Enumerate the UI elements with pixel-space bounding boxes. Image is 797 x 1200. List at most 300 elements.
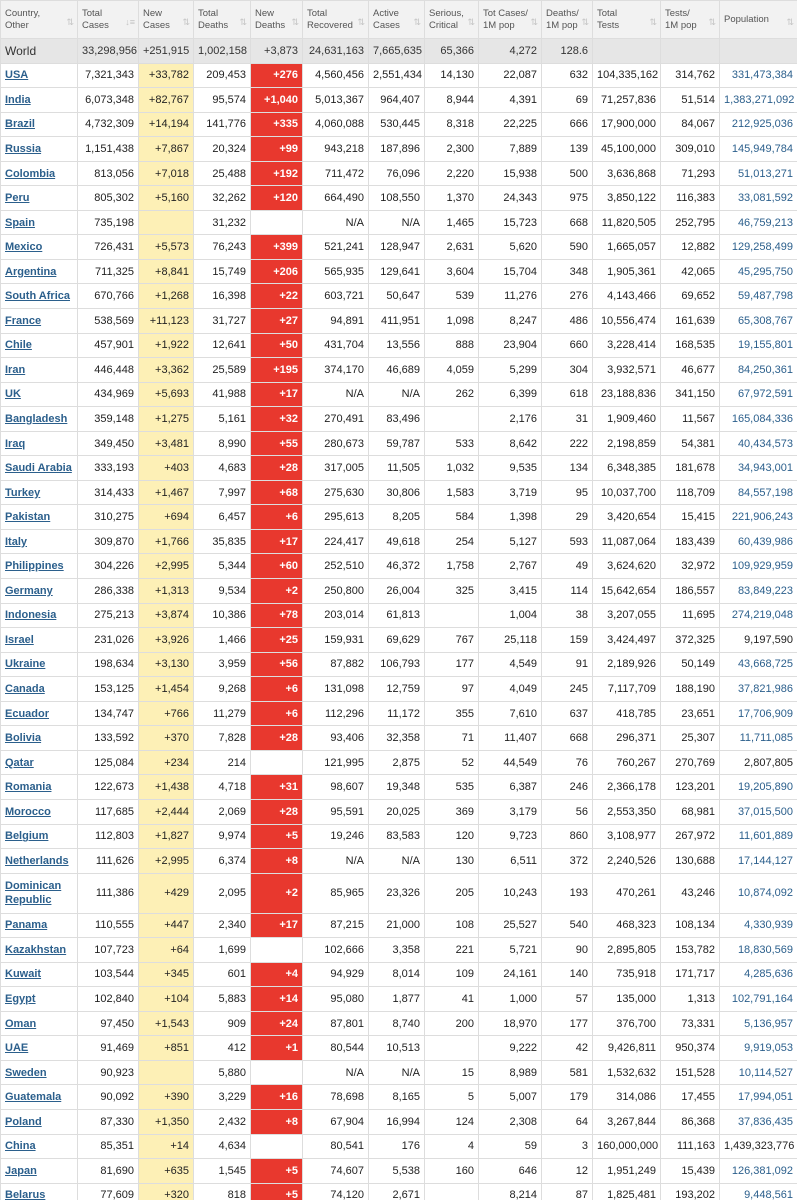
total-deaths-cell: 25,488	[194, 161, 251, 186]
country-link[interactable]: Sweden	[5, 1066, 47, 1079]
column-header-deaths-per-1m[interactable]	[542, 1, 593, 39]
total-recovered-cell: 603,721	[303, 284, 369, 309]
total-cases-cell: 304,226	[78, 554, 139, 579]
sort-icon[interactable]: ⇅	[649, 17, 657, 27]
tests-per-1m-cell: 17,455	[661, 1085, 720, 1110]
country-link[interactable]: South Africa	[5, 290, 70, 303]
serious-critical-cell: 8,944	[425, 88, 479, 113]
new-cases-cell: +234	[139, 750, 194, 775]
sort-icon[interactable]: ⇅	[786, 17, 794, 27]
cases-per-1m-cell: 1,004	[479, 603, 542, 628]
tests-per-1m-cell: 193,202	[661, 1183, 720, 1200]
country-link[interactable]: Iran	[5, 363, 26, 376]
total-deaths-cell: 214	[194, 750, 251, 775]
column-header-label: Tot Cases/ 1M pop	[483, 7, 528, 31]
country-link[interactable]: Israel	[5, 633, 34, 646]
new-cases-cell: +1,438	[139, 775, 194, 800]
country-link[interactable]: Spain	[5, 216, 35, 229]
sort-icon[interactable]: ⇅	[467, 17, 475, 27]
total-recovered-cell: N/A	[303, 210, 369, 235]
total-deaths-cell: 16,398	[194, 284, 251, 309]
country-link[interactable]: Oman	[5, 1017, 37, 1030]
total-deaths-cell: 11,279	[194, 701, 251, 726]
tests-per-1m-cell: 68,981	[661, 799, 720, 824]
table-row	[1, 161, 797, 186]
population-cell: 10,114,527	[720, 1060, 797, 1085]
country-link[interactable]: Russia	[5, 142, 42, 155]
column-header-label: Total Deaths	[198, 7, 229, 31]
total-cases-cell: 805,302	[78, 186, 139, 211]
column-header-cases-per-1m[interactable]	[479, 1, 542, 39]
total-tests-cell: 2,553,350	[593, 799, 661, 824]
deaths-per-1m-cell: 69	[542, 88, 593, 113]
serious-critical-cell: 355	[425, 701, 479, 726]
total-deaths-cell: 6,457	[194, 505, 251, 530]
new-deaths-cell: +68	[251, 480, 303, 505]
country-cell	[1, 186, 78, 211]
tests-per-1m-cell	[661, 39, 720, 64]
column-header-active-cases[interactable]	[369, 1, 425, 39]
total-recovered-cell: 19,246	[303, 824, 369, 849]
sort-icon[interactable]: ⇅	[357, 17, 365, 27]
serious-critical-cell: 109	[425, 962, 479, 987]
deaths-per-1m-cell: 76	[542, 750, 593, 775]
country-link[interactable]: Japan	[5, 1164, 37, 1177]
tests-per-1m-cell: 54,381	[661, 431, 720, 456]
total-cases-cell: 125,084	[78, 750, 139, 775]
total-tests-cell: 11,820,505	[593, 210, 661, 235]
new-deaths-cell: +6	[251, 677, 303, 702]
country-link[interactable]: Ecuador	[5, 707, 50, 720]
total-deaths-cell: 1,545	[194, 1159, 251, 1184]
population-cell: 9,919,053	[720, 1036, 797, 1061]
table-row	[1, 628, 797, 653]
population-cell: 9,448,561	[720, 1183, 797, 1200]
country-cell	[1, 913, 78, 938]
country-link[interactable]: Ukraine	[5, 658, 46, 671]
total-tests-cell: 2,198,859	[593, 431, 661, 456]
cases-per-1m-cell: 4,549	[479, 652, 542, 677]
total-deaths-cell: 2,432	[194, 1109, 251, 1134]
deaths-per-1m-cell: 179	[542, 1085, 593, 1110]
country-cell	[1, 701, 78, 726]
cases-per-1m-cell: 4,049	[479, 677, 542, 702]
population-cell: 65,308,767	[720, 309, 797, 334]
country-link[interactable]: Poland	[5, 1115, 42, 1128]
total-deaths-cell: 95,574	[194, 88, 251, 113]
deaths-per-1m-cell: 222	[542, 431, 593, 456]
total-recovered-cell: 250,800	[303, 579, 369, 604]
new-deaths-cell	[251, 210, 303, 235]
table-row	[1, 603, 797, 628]
total-tests-cell: 418,785	[593, 701, 661, 726]
active-cases-cell: N/A	[369, 849, 425, 874]
column-header-total-recovered[interactable]	[303, 1, 369, 39]
sort-icon[interactable]: ⇅	[708, 17, 716, 27]
new-cases-cell: +1,268	[139, 284, 194, 309]
total-tests-cell: 160,000,000	[593, 1134, 661, 1159]
country-link[interactable]: Kuwait	[5, 968, 42, 981]
total-tests-cell: 2,189,926	[593, 652, 661, 677]
country-link[interactable]: Belarus	[5, 1189, 46, 1200]
serious-critical-cell: 205	[425, 873, 479, 913]
total-cases-cell: 711,325	[78, 259, 139, 284]
country-link[interactable]: Chile	[5, 339, 32, 352]
total-cases-cell: 434,969	[78, 382, 139, 407]
total-cases-cell: 286,338	[78, 579, 139, 604]
deaths-per-1m-cell: 590	[542, 235, 593, 260]
country-link[interactable]: Netherlands	[5, 854, 69, 867]
active-cases-cell: 129,641	[369, 259, 425, 284]
tests-per-1m-cell: 69,652	[661, 284, 720, 309]
table-row	[1, 824, 797, 849]
serious-critical-cell: 200	[425, 1011, 479, 1036]
table-row	[1, 529, 797, 554]
column-header-total-tests[interactable]	[593, 1, 661, 39]
country-link[interactable]: Morocco	[5, 805, 51, 818]
new-deaths-cell: +2	[251, 873, 303, 913]
table-row	[1, 652, 797, 677]
active-cases-cell: 411,951	[369, 309, 425, 334]
country-cell	[1, 1060, 78, 1085]
country-cell	[1, 799, 78, 824]
new-cases-cell: +1,543	[139, 1011, 194, 1036]
total-recovered-cell: 87,801	[303, 1011, 369, 1036]
new-deaths-cell: +6	[251, 701, 303, 726]
total-deaths-cell: 12,641	[194, 333, 251, 358]
table-row	[1, 938, 797, 963]
country-cell	[1, 137, 78, 162]
new-deaths-cell: +99	[251, 137, 303, 162]
total-deaths-cell: 2,340	[194, 913, 251, 938]
new-cases-cell: +1,467	[139, 480, 194, 505]
serious-critical-cell: 1,758	[425, 554, 479, 579]
new-deaths-cell: +17	[251, 529, 303, 554]
country-cell	[1, 161, 78, 186]
population-cell: 19,205,890	[720, 775, 797, 800]
new-cases-cell: +851	[139, 1036, 194, 1061]
new-cases-cell: +2,444	[139, 799, 194, 824]
new-deaths-cell: +2	[251, 579, 303, 604]
total-deaths-cell: 31,727	[194, 309, 251, 334]
serious-critical-cell: 1,370	[425, 186, 479, 211]
serious-critical-cell: 41	[425, 987, 479, 1012]
cases-per-1m-cell: 24,161	[479, 962, 542, 987]
country-link[interactable]: Italy	[5, 535, 28, 548]
total-tests-cell: 3,850,122	[593, 186, 661, 211]
cases-per-1m-cell: 1,000	[479, 987, 542, 1012]
total-deaths-cell: 1,002,158	[194, 39, 251, 64]
new-cases-cell: +1,275	[139, 407, 194, 432]
deaths-per-1m-cell: 56	[542, 799, 593, 824]
country-cell	[1, 112, 78, 137]
country-link[interactable]: Colombia	[5, 167, 56, 180]
serious-critical-cell: 535	[425, 775, 479, 800]
population-cell: 37,821,986	[720, 677, 797, 702]
country-link[interactable]: Pakistan	[5, 511, 51, 524]
country-cell	[1, 88, 78, 113]
new-cases-cell: +1,454	[139, 677, 194, 702]
country-link[interactable]: Iraq	[5, 437, 26, 450]
total-recovered-cell: 943,218	[303, 137, 369, 162]
deaths-per-1m-cell: 90	[542, 938, 593, 963]
population-cell: 1,383,271,092	[720, 88, 797, 113]
total-cases-cell: 117,685	[78, 799, 139, 824]
new-deaths-cell: +5	[251, 1183, 303, 1200]
deaths-per-1m-cell: 91	[542, 652, 593, 677]
total-tests-cell: 3,932,571	[593, 358, 661, 383]
serious-critical-cell: 767	[425, 628, 479, 653]
active-cases-cell: 26,004	[369, 579, 425, 604]
column-header-label: New Deaths	[255, 7, 286, 31]
population-cell: 109,929,959	[720, 554, 797, 579]
sort-icon[interactable]: ⇅	[291, 17, 299, 27]
deaths-per-1m-cell: 29	[542, 505, 593, 530]
table-row	[1, 579, 797, 604]
country-link[interactable]: India	[5, 93, 31, 106]
population-cell: 34,943,001	[720, 456, 797, 481]
serious-critical-cell: 5	[425, 1085, 479, 1110]
serious-critical-cell: 71	[425, 726, 479, 751]
population-cell: 40,434,573	[720, 431, 797, 456]
deaths-per-1m-cell: 618	[542, 382, 593, 407]
new-deaths-cell: +55	[251, 431, 303, 456]
new-deaths-cell: +1	[251, 1036, 303, 1061]
country-cell	[1, 962, 78, 987]
country-cell	[1, 1109, 78, 1134]
table-row	[1, 284, 797, 309]
population-cell: 37,836,435	[720, 1109, 797, 1134]
table-row	[1, 309, 797, 334]
tests-per-1m-cell: 270,769	[661, 750, 720, 775]
tests-per-1m-cell: 161,639	[661, 309, 720, 334]
country-link[interactable]: China	[5, 1140, 36, 1153]
tests-per-1m-cell: 123,201	[661, 775, 720, 800]
country-link[interactable]: Turkey	[5, 486, 41, 499]
new-deaths-cell: +5	[251, 1159, 303, 1184]
deaths-per-1m-cell: 140	[542, 962, 593, 987]
deaths-per-1m-cell: 134	[542, 456, 593, 481]
country-link[interactable]: Brazil	[5, 118, 35, 131]
total-cases-cell: 111,626	[78, 849, 139, 874]
country-link[interactable]: USA	[5, 69, 29, 82]
new-deaths-cell: +5	[251, 824, 303, 849]
total-tests-cell: 735,918	[593, 962, 661, 987]
total-recovered-cell: 85,965	[303, 873, 369, 913]
total-cases-cell: 735,198	[78, 210, 139, 235]
new-deaths-cell	[251, 938, 303, 963]
active-cases-cell: 187,896	[369, 137, 425, 162]
total-tests-cell: 3,624,620	[593, 554, 661, 579]
new-cases-cell: +320	[139, 1183, 194, 1200]
total-recovered-cell: 4,560,456	[303, 63, 369, 88]
new-deaths-cell: +28	[251, 726, 303, 751]
total-deaths-cell: 818	[194, 1183, 251, 1200]
country-link[interactable]: Peru	[5, 192, 30, 205]
cases-per-1m-cell: 59	[479, 1134, 542, 1159]
country-cell	[1, 1159, 78, 1184]
country-link[interactable]: Kazakhstan	[5, 943, 67, 956]
cases-per-1m-cell: 8,989	[479, 1060, 542, 1085]
new-cases-cell: +447	[139, 913, 194, 938]
new-deaths-cell: +31	[251, 775, 303, 800]
new-deaths-cell	[251, 750, 303, 775]
total-cases-cell: 446,448	[78, 358, 139, 383]
tests-per-1m-cell: 341,150	[661, 382, 720, 407]
total-tests-cell: 1,825,481	[593, 1183, 661, 1200]
active-cases-cell: 23,326	[369, 873, 425, 913]
tests-per-1m-cell: 86,368	[661, 1109, 720, 1134]
country-link[interactable]: Egypt	[5, 993, 36, 1005]
country-link[interactable]: Argentina	[5, 265, 57, 278]
new-cases-cell: +3,481	[139, 431, 194, 456]
country-link[interactable]: Mexico	[5, 241, 43, 254]
total-deaths-cell: 4,683	[194, 456, 251, 481]
total-cases-cell: 110,555	[78, 913, 139, 938]
table-row	[1, 987, 797, 1012]
serious-critical-cell: 65,366	[425, 39, 479, 64]
table-row	[1, 235, 797, 260]
serious-critical-cell: 533	[425, 431, 479, 456]
total-cases-cell: 102,840	[78, 987, 139, 1012]
deaths-per-1m-cell: 860	[542, 824, 593, 849]
sort-icon[interactable]: ⇅	[182, 17, 190, 27]
tests-per-1m-cell: 252,795	[661, 210, 720, 235]
country-link[interactable]: Romania	[5, 781, 52, 794]
population-cell: 83,849,223	[720, 579, 797, 604]
total-tests-cell: 71,257,836	[593, 88, 661, 113]
column-header-new-cases[interactable]	[139, 1, 194, 39]
country-link[interactable]: Dominican Republic	[5, 880, 62, 907]
sort-desc-icon[interactable]: ↓≡	[125, 17, 135, 27]
serious-critical-cell: 14,130	[425, 63, 479, 88]
deaths-per-1m-cell: 637	[542, 701, 593, 726]
population-cell: 145,949,784	[720, 137, 797, 162]
country-cell	[1, 652, 78, 677]
country-link[interactable]: Indonesia	[5, 609, 57, 622]
total-deaths-cell: 31,232	[194, 210, 251, 235]
country-link[interactable]: UK	[5, 388, 21, 401]
table-header-row	[1, 1, 797, 39]
country-cell	[1, 284, 78, 309]
cases-per-1m-cell: 5,007	[479, 1085, 542, 1110]
population-cell: 43,668,725	[720, 652, 797, 677]
tests-per-1m-cell: 171,717	[661, 962, 720, 987]
table-row	[1, 1159, 797, 1184]
column-header-serious-critical[interactable]	[425, 1, 479, 39]
country-cell	[1, 726, 78, 751]
deaths-per-1m-cell: 87	[542, 1183, 593, 1200]
total-cases-cell: 670,766	[78, 284, 139, 309]
country-link[interactable]: Bangladesh	[5, 412, 68, 425]
active-cases-cell: 2,671	[369, 1183, 425, 1200]
table-row	[1, 112, 797, 137]
total-recovered-cell: 374,170	[303, 358, 369, 383]
new-deaths-cell: +27	[251, 309, 303, 334]
new-cases-cell: +5,693	[139, 382, 194, 407]
new-deaths-cell: +60	[251, 554, 303, 579]
total-deaths-cell: 7,997	[194, 480, 251, 505]
column-header-country[interactable]	[1, 1, 78, 39]
country-link[interactable]: Bolivia	[5, 732, 42, 745]
new-deaths-cell: +16	[251, 1085, 303, 1110]
population-cell: 60,439,986	[720, 529, 797, 554]
column-header-tests-per-1m[interactable]	[661, 1, 720, 39]
population-cell: 4,330,939	[720, 913, 797, 938]
tests-per-1m-cell: 130,688	[661, 849, 720, 874]
column-header-total-cases[interactable]	[78, 1, 139, 39]
sort-icon[interactable]: ⇅	[530, 17, 538, 27]
active-cases-cell: 3,358	[369, 938, 425, 963]
serious-critical-cell: 4,059	[425, 358, 479, 383]
country-link[interactable]: Guatemala	[5, 1091, 62, 1104]
total-deaths-cell: 35,835	[194, 529, 251, 554]
country-cell	[1, 1036, 78, 1061]
total-deaths-cell: 5,161	[194, 407, 251, 432]
sort-icon[interactable]: ⇅	[66, 17, 74, 27]
total-deaths-cell: 6,374	[194, 849, 251, 874]
population-cell: 212,925,036	[720, 112, 797, 137]
country-link[interactable]: UAE	[5, 1042, 29, 1055]
cases-per-1m-cell: 8,642	[479, 431, 542, 456]
cases-per-1m-cell: 6,387	[479, 775, 542, 800]
country-cell	[1, 1085, 78, 1110]
sort-icon[interactable]: ⇅	[581, 17, 589, 27]
new-deaths-cell: +195	[251, 358, 303, 383]
column-header-label: Active Cases	[373, 7, 400, 31]
country-cell	[1, 849, 78, 874]
total-recovered-cell: 270,491	[303, 407, 369, 432]
country-link[interactable]: France	[5, 314, 42, 327]
population-cell: 4,285,636	[720, 962, 797, 987]
country-link[interactable]: Saudi Arabia	[5, 462, 72, 475]
total-tests-cell: 1,905,361	[593, 259, 661, 284]
new-cases-cell: +8,841	[139, 259, 194, 284]
sort-icon[interactable]: ⇅	[239, 17, 247, 27]
total-tests-cell: 6,348,385	[593, 456, 661, 481]
table-row	[1, 259, 797, 284]
active-cases-cell: 1,877	[369, 987, 425, 1012]
new-cases-cell: +1,350	[139, 1109, 194, 1134]
country-link[interactable]: Canada	[5, 682, 45, 695]
country-link[interactable]: Panama	[5, 919, 48, 932]
column-header-label: Total Tests	[597, 7, 620, 31]
country-cell	[1, 431, 78, 456]
total-deaths-cell: 10,386	[194, 603, 251, 628]
serious-critical-cell: 1,098	[425, 309, 479, 334]
country-link[interactable]: Belgium	[5, 830, 49, 843]
deaths-per-1m-cell: 246	[542, 775, 593, 800]
total-recovered-cell: 95,080	[303, 987, 369, 1012]
serious-critical-cell: 124	[425, 1109, 479, 1134]
country-link[interactable]: Qatar	[5, 756, 34, 769]
country-link[interactable]: Germany	[5, 584, 53, 597]
sort-icon[interactable]: ⇅	[413, 17, 421, 27]
serious-critical-cell: 262	[425, 382, 479, 407]
column-header-new-deaths[interactable]	[251, 1, 303, 39]
total-deaths-cell: 5,344	[194, 554, 251, 579]
column-header-population[interactable]	[720, 1, 797, 39]
population-cell: 126,381,092	[720, 1159, 797, 1184]
column-header-total-deaths[interactable]	[194, 1, 251, 39]
population-cell: 84,250,361	[720, 358, 797, 383]
country-link[interactable]: Philippines	[5, 560, 64, 573]
deaths-per-1m-cell: 128.6	[542, 39, 593, 64]
total-deaths-cell: 9,534	[194, 579, 251, 604]
deaths-per-1m-cell: 660	[542, 333, 593, 358]
population-cell: 67,972,591	[720, 382, 797, 407]
country-cell	[1, 309, 78, 334]
